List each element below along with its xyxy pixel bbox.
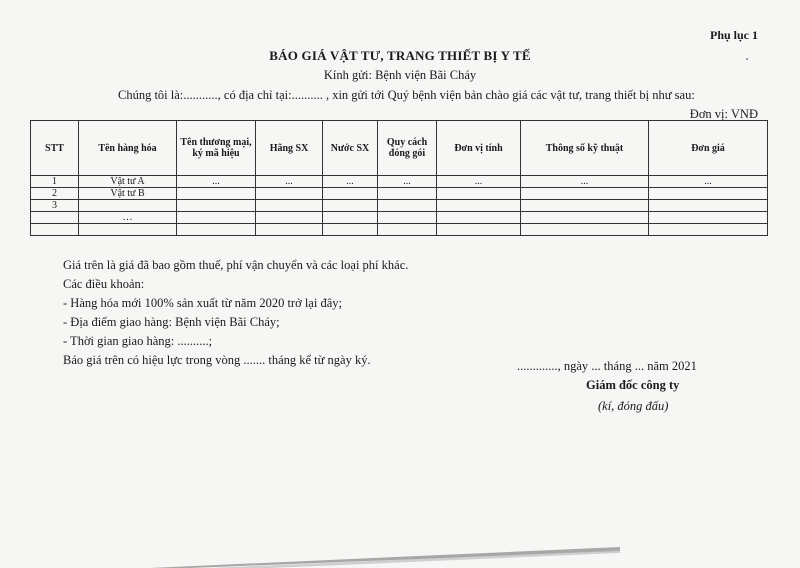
cell-stt: 2 xyxy=(31,188,79,200)
table-row xyxy=(31,212,768,224)
cell-price xyxy=(649,188,768,200)
cell-manufacturer xyxy=(256,224,323,236)
cell-country xyxy=(323,188,378,200)
table-header-row xyxy=(31,121,768,176)
cell-price: ... xyxy=(649,176,768,188)
cell-trade-name xyxy=(177,200,256,212)
signer-title: Giám đốc công ty xyxy=(586,378,680,392)
cell-unit xyxy=(437,212,521,224)
cell-packing xyxy=(378,200,437,212)
header-unit: Đơn vị tính xyxy=(437,121,521,176)
cell-manufacturer xyxy=(256,188,323,200)
cell-item-name: Vật tư B xyxy=(79,188,177,200)
document-title: BÁO GIÁ VẬT TƯ, TRANG THIẾT BỊ Y TẾ xyxy=(269,48,531,63)
cell-stt: 3 xyxy=(31,200,79,212)
cell-packing xyxy=(378,188,437,200)
cell-spec xyxy=(521,212,649,224)
header-spec: Thông số kỹ thuật xyxy=(521,121,649,176)
header-item-name: Tên hàng hóa xyxy=(79,121,177,176)
cell-spec xyxy=(521,188,649,200)
cell-unit xyxy=(437,200,521,212)
cell-unit xyxy=(437,224,521,236)
cell-unit xyxy=(437,188,521,200)
signature-date: ............., ngày ... tháng ... năm 2021 xyxy=(517,359,697,373)
cell-packing xyxy=(378,224,437,236)
cell-country xyxy=(323,212,378,224)
currency-unit: Đơn vị: VNĐ xyxy=(689,107,758,121)
intro-line: Chúng tôi là:..........., có địa chỉ tại:.......... , xin gửi tới Quý bệnh viện bản chào giá các vật tư, trang thiết bị như sau: xyxy=(118,88,695,102)
cell-stt xyxy=(31,224,79,236)
cell-spec: ... xyxy=(521,176,649,188)
cell-manufacturer xyxy=(256,200,323,212)
table-row xyxy=(31,176,768,188)
cell-trade-name xyxy=(177,188,256,200)
cell-trade-name xyxy=(177,212,256,224)
header-manufacturer: Hãng SX xyxy=(256,121,323,176)
cell-packing xyxy=(378,212,437,224)
cell-price xyxy=(649,224,768,236)
cell-spec xyxy=(521,200,649,212)
cell-price xyxy=(649,212,768,224)
term-delivery-place: - Địa điểm giao hàng: Bệnh viện Bãi Cháy; xyxy=(63,315,280,329)
scan-shadow xyxy=(150,547,620,568)
price-note: Giá trên là giá đã bao gồm thuế, phí vận chuyển và các loại phí khác. xyxy=(63,258,409,272)
term-origin: - Hàng hóa mới 100% sản xuất từ năm 2020 trở lại đây; xyxy=(63,296,342,310)
header-country: Nước SX xyxy=(323,121,378,176)
addressee-line: Kính gửi: Bệnh viện Bãi Cháy xyxy=(323,68,477,82)
cell-unit: ... xyxy=(437,176,521,188)
terms-label: Các điều khoản: xyxy=(63,277,145,291)
conditions-block xyxy=(63,256,408,370)
header-stt: STT xyxy=(31,121,79,176)
cell-spec xyxy=(521,224,649,236)
appendix-label: Phụ lục 1 xyxy=(709,28,758,42)
cell-item-name: … xyxy=(79,212,177,224)
quotation-table xyxy=(30,120,768,236)
cell-country xyxy=(323,224,378,236)
cell-stt: 1 xyxy=(31,176,79,188)
cell-item-name xyxy=(79,200,177,212)
cell-country: ... xyxy=(323,176,378,188)
table-row xyxy=(31,200,768,212)
validity-note: Báo giá trên có hiệu lực trong vòng ....... tháng kể từ ngày ký. xyxy=(63,353,371,367)
cell-item-name xyxy=(79,224,177,236)
cell-trade-name: ... xyxy=(177,176,256,188)
cell-country xyxy=(323,200,378,212)
cell-stt xyxy=(31,212,79,224)
cell-manufacturer xyxy=(256,212,323,224)
cell-item-name: Vật tư A xyxy=(79,176,177,188)
header-price: Đơn giá xyxy=(649,121,768,176)
table-row xyxy=(31,188,768,200)
term-delivery-time: - Thời gian giao hàng: ..........; xyxy=(63,334,213,348)
table-row xyxy=(31,224,768,236)
signer-note: (kí, đóng đấu) xyxy=(598,399,669,413)
header-packing: Quy cách đóng gói xyxy=(378,121,437,176)
header-trade-name: Tên thương mại, ký mã hiệu xyxy=(177,121,256,176)
cell-trade-name xyxy=(177,224,256,236)
cell-packing: ... xyxy=(378,176,437,188)
cell-manufacturer: ... xyxy=(256,176,323,188)
cell-price xyxy=(649,200,768,212)
